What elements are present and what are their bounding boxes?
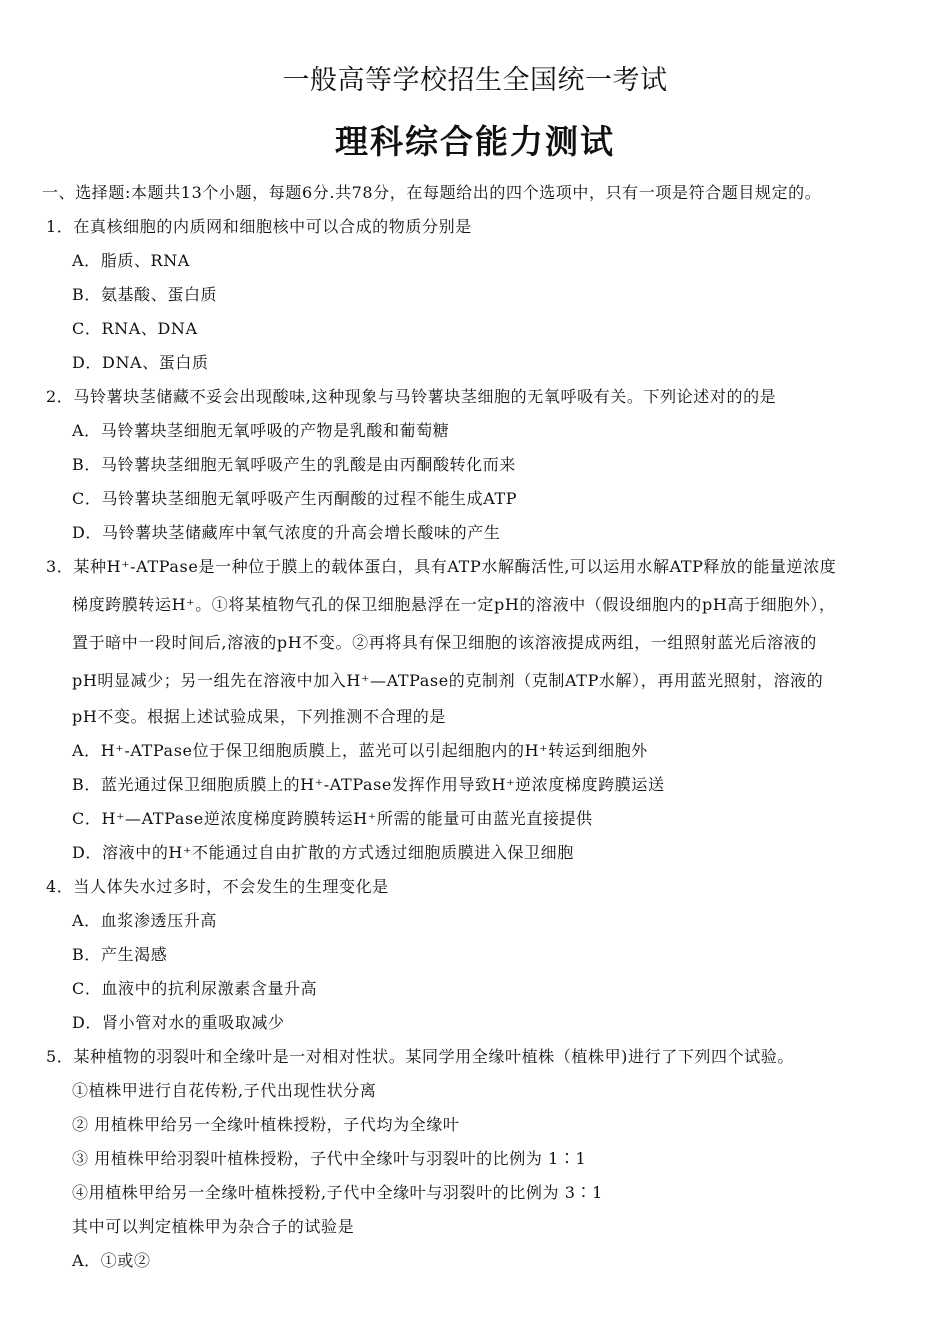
q4-option-d: D．肾小管对水的重吸取减少 (72, 1013, 285, 1032)
q1-option-a: A．脂质、RNA (72, 251, 190, 270)
q2-option-a: A．马铃薯块茎细胞无氧呼吸的产物是乳酸和葡萄糖 (72, 421, 450, 440)
q5-option-a: A．①或② (72, 1251, 151, 1270)
q4-stem: 4．当人体失水过多时，不会发生的生理变化是 (46, 877, 389, 896)
q1-option-c: C．RNA、DNA (72, 319, 198, 338)
exam-name: 一般高等学校招生全国统一考试 (282, 65, 668, 96)
q3-option-c: C．H⁺—ATPase逆浓度梯度跨膜转运H⁺所需的能量可由蓝光直接提供 (72, 809, 593, 828)
q3-option-b: B．蓝光通过保卫细胞质膜上的H⁺-ATPase发挥作用导致H⁺逆浓度梯度跨膜运送 (72, 775, 665, 794)
q4-option-c: C．血液中的抗利尿激素含量升高 (72, 979, 318, 998)
q5-question: 其中可以判定植株甲为杂合子的试验是 (72, 1217, 355, 1236)
q5-experiment-4: ④用植株甲给另一全缘叶植株授粉,子代中全缘叶与羽裂叶的比例为 3∶1 (72, 1183, 603, 1202)
subject-title: 理科综合能力测试 (335, 122, 615, 161)
q5-stem: 5．某种植物的羽裂叶和全缘叶是一对相对性状。某同学用全缘叶植株（植株甲)进行了下列四个试验。 (46, 1047, 795, 1066)
q4-option-a: A．血浆渗透压升高 (72, 911, 217, 930)
q5-experiment-2: ② 用植株甲给另一全缘叶植株授粉，子代均为全缘叶 (72, 1115, 460, 1134)
q4-option-b: B．产生渴感 (72, 945, 168, 964)
q3-stem-line-5: pH不变。根据上述试验成果，下列推测不合理的是 (72, 707, 446, 726)
q3-stem-line-2: 梯度跨膜转运H⁺。①将某植物气孔的保卫细胞悬浮在一定pH的溶液中（假设细胞内的pH高于细胞外）， (72, 595, 836, 614)
q2-stem: 2．马铃薯块茎储藏不妥会出现酸味,这种现象与马铃薯块茎细胞的无氧呼吸有关。下列论述对的的是 (46, 387, 777, 406)
q3-stem-line-3: 置于暗中一段时间后,溶液的pH不变。②再将具有保卫细胞的该溶液提成两组，一组照射蓝光后溶液的 (72, 633, 817, 652)
q2-option-d: D．马铃薯块茎储藏库中氧气浓度的升高会增长酸味的产生 (72, 523, 501, 542)
q2-option-b: B．马铃薯块茎细胞无氧呼吸产生的乳酸是由丙酮酸转化而来 (72, 455, 516, 474)
q3-option-d: D．溶液中的H⁺不能通过自由扩散的方式透过细胞质膜进入保卫细胞 (72, 843, 574, 862)
q5-experiment-3: ③ 用植株甲给羽裂叶植株授粉，子代中全缘叶与羽裂叶的比例为 1∶1 (72, 1149, 587, 1168)
q3-stem-line-4: pH明显减少；另一组先在溶液中加入H⁺—ATPase的克制剂（克制ATP水解），再用蓝光照射，溶液的 (72, 671, 824, 690)
q3-option-a: A．H⁺-ATPase位于保卫细胞质膜上，蓝光可以引起细胞内的H⁺转运到细胞外 (72, 741, 648, 760)
q1-stem: 1．在真核细胞的内质网和细胞核中可以合成的物质分别是 (46, 217, 472, 236)
section-instructions: 一、选择题:本题共13个小题，每题6分.共78分，在每题给出的四个选项中，只有一项是符合题目规定的。 (42, 183, 822, 202)
q3-stem-line-1: 3．某种H⁺-ATPase是一种位于膜上的载体蛋白，具有ATP水解酶活性,可以运用水解ATP释放的能量逆浓度 (46, 557, 837, 576)
q2-option-c: C．马铃薯块茎细胞无氧呼吸产生丙酮酸的过程不能生成ATP (72, 489, 518, 508)
q5-experiment-1: ①植株甲进行自花传粉,子代出现性状分离 (72, 1081, 377, 1100)
q1-option-b: B．氨基酸、蛋白质 (72, 285, 218, 304)
q1-option-d: D．DNA、蛋白质 (72, 353, 209, 372)
